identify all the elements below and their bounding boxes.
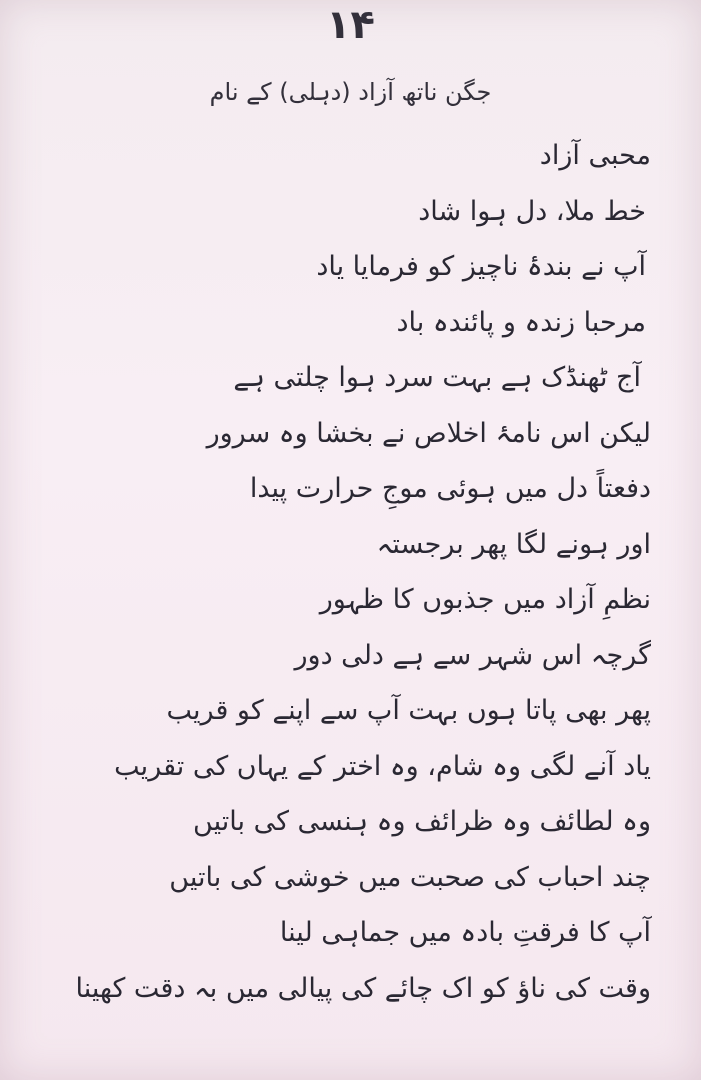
poem-line: لیکن اس نامۂ اخلاص نے بخشا وہ سرور	[206, 417, 651, 449]
poem-line: وہ لطائف وہ ظرائف وہ ہنسی کی باتیں	[193, 806, 651, 837]
poem-line: آپ کا فرقتِ بادہ میں جماہی لینا	[279, 917, 651, 948]
poem-line: آج ٹھنڈک ہے بہت سرد ہوا چلتی ہے	[233, 362, 641, 393]
poem-line: نظمِ آزاد میں جذبوں کا ظہور	[319, 584, 651, 615]
poem-line: گرچہ اس شہر سے ہے دلی دور	[294, 639, 651, 671]
poem-line: وقت کی ناؤ کو اک چائے کی پیالی میں بہ دقت کھینا	[75, 972, 651, 1004]
poem-line: یاد آنے لگی وہ شام، وہ اختر کے یہاں کی تقریب	[114, 750, 651, 782]
poem-line: مرحبا زندہ و پائندہ باد	[396, 306, 646, 338]
poem-line: خط ملا، دل ہوا شاد	[418, 195, 646, 227]
poem-line: پھر بھی پاتا ہوں بہت آپ سے اپنے کو قریب	[166, 695, 651, 726]
poem-line: دفعتاً دل میں ہوئی موجِ حرارت پیدا	[249, 473, 651, 504]
page-number: ۱۴	[326, 2, 375, 48]
poem-heading: جگن ناتھ آزاد (دہلی) کے نام	[209, 78, 492, 106]
poem-line: چند احباب کی صحبت میں خوشی کی باتیں	[169, 861, 651, 893]
poem-line: محبی آزاد	[539, 140, 651, 171]
poem-line: اور ہونے لگا پھر برجستہ	[376, 528, 651, 560]
poem-lines	[21, 128, 651, 1016]
poem-line: آپ نے بندۂ ناچیز کو فرمایا یاد	[316, 251, 646, 282]
